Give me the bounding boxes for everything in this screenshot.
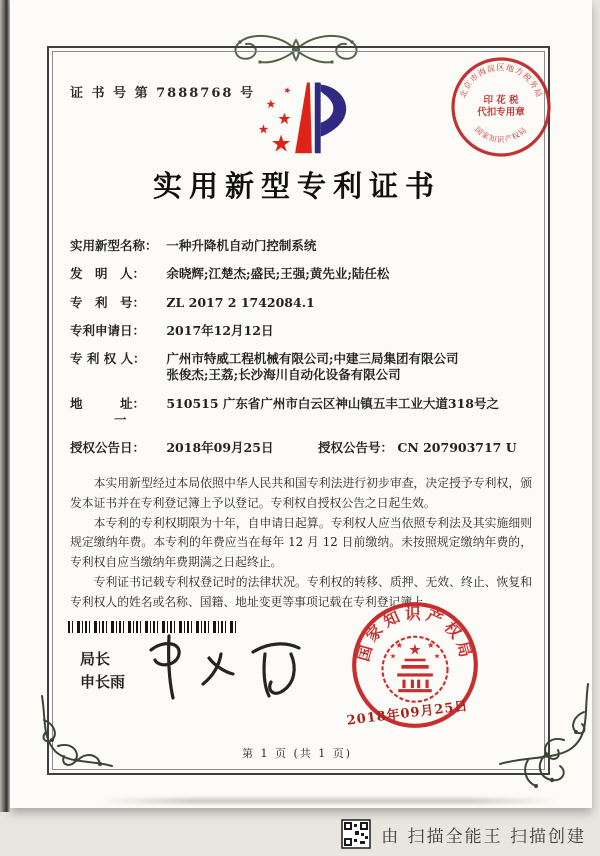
grant-date-pair — [70, 440, 318, 456]
field-value: 2017年12月12日 — [166, 322, 274, 338]
page-bottom-shadow — [100, 799, 560, 803]
field-label: 地 址： — [70, 395, 146, 411]
svg-text:★: ★ — [281, 85, 293, 98]
tax-seal-center-line2: 代扣专用章 — [477, 107, 525, 118]
field-row-patent-no — [70, 295, 530, 311]
officer-signature — [135, 628, 320, 708]
field-value: 2018年09月25日 — [166, 440, 274, 455]
field-label: 授权公告日： — [70, 440, 146, 455]
tax-seal-arc-top: 北京市海淀区地方税务局 — [458, 63, 544, 100]
svg-text:★: ★ — [389, 651, 397, 661]
field-value: 一种升降机自动门控制系统 — [166, 238, 317, 253]
tax-seal-center-line1: 印 花 税 — [483, 95, 519, 106]
field-value — [166, 351, 458, 384]
field-row-address — [70, 396, 530, 429]
field-label: 专 利 权 人： — [70, 351, 146, 366]
field-row-inventors — [70, 266, 530, 282]
tax-seal-arc-bottom: 国家知识产权局 — [473, 125, 529, 144]
legal-paragraph-2: 本专利的专利权期限为十年，自申请日起算。专利权人应当依照专利法及其实施细则规定缴纳年费。本专利的年费应当在每年 12 月 12 日前缴纳。未按照规定缴纳年费的，专利权自应当缴纳年费期满之日起终止。 — [70, 515, 532, 570]
officer-block — [80, 648, 125, 695]
field-row-filing-date — [70, 323, 530, 339]
certificate-number: 证 书 号 第 7888768 号 — [70, 86, 255, 101]
field-value: 余晓辉;江楚杰;盛民;王强;黄先业;陆任松 — [166, 266, 390, 282]
field-label: 发 明 人： — [70, 266, 146, 282]
svg-text:国家知识产权局 — [473, 125, 529, 144]
field-row-grant — [70, 440, 530, 456]
patentee-line1: 广州市特威工程机械有限公司;中建三局集团有限公司 — [166, 351, 459, 366]
corner-flourish-bottom-left — [34, 694, 116, 778]
scanner-watermark-text: 由 扫描全能王 扫描创建 — [381, 826, 586, 847]
qr-code-icon — [341, 819, 371, 849]
scanner-watermark — [0, 812, 600, 856]
svg-text:★: ★ — [395, 640, 404, 651]
tax-stamp-seal — [448, 54, 554, 160]
field-value: ZL 2017 2 1742084.1 — [166, 294, 315, 310]
legal-text — [70, 474, 532, 613]
field-row-name — [70, 238, 530, 254]
certificate-fields — [70, 238, 530, 468]
page-number: 第 1 页 (共 1 页) — [241, 747, 353, 760]
legal-paragraph-1: 本实用新型经过本局依照中华人民共和国专利法进行初步审查，决定授予专利权，颁发本证书并在专利登记簿上予以登记。专利权自授权公告之日起生效。 — [70, 476, 532, 510]
field-label: 专 利 号： — [70, 294, 146, 310]
address-line2: 一 — [114, 411, 127, 427]
field-label: 专利申请日： — [70, 322, 146, 338]
grant-no-pair — [318, 440, 517, 456]
patentee-line2: 张俊杰;王荔;长沙海川自动化设备有限公司 — [166, 367, 401, 383]
svg-text:★: ★ — [265, 97, 277, 112]
field-value: 510515 广东省广州市白云区神山镇五丰工业大道318号之 — [166, 395, 499, 411]
svg-text:★: ★ — [426, 640, 435, 651]
field-value: CN 207903717 U — [397, 440, 517, 455]
emblem-big-star: ★ — [408, 641, 422, 659]
certificate-page — [10, 0, 592, 808]
svg-text:★: ★ — [433, 651, 441, 661]
field-label: 授权公告号： — [318, 440, 394, 455]
field-row-patentee — [70, 351, 530, 384]
field-label: 实用新型名称： — [70, 238, 158, 253]
officer-name: 申长雨 — [80, 673, 126, 692]
corner-flourish-bottom-right — [492, 682, 594, 794]
legal-paragraph-3: 专利证书记载专利权登记时的法律状况。专利权的转移、质押、无效、终止、恢复和专利权人的姓名或名称、国籍、地址变更等事项记载在专利登记簿上。 — [70, 575, 532, 609]
svg-text:★: ★ — [270, 129, 292, 158]
cnipa-seal-arc-text: 国家知识产权局 — [353, 603, 477, 664]
svg-text:★: ★ — [257, 122, 270, 138]
svg-text:★: ★ — [277, 108, 292, 128]
seal-date: 2018年09月25日 — [345, 698, 470, 729]
certificate-title: 实用新型专利证书 — [152, 169, 441, 203]
officer-title: 局长 — [80, 650, 111, 668]
cnipa-logo-icon — [242, 60, 360, 160]
page-left-edge-shadow — [0, 0, 10, 812]
